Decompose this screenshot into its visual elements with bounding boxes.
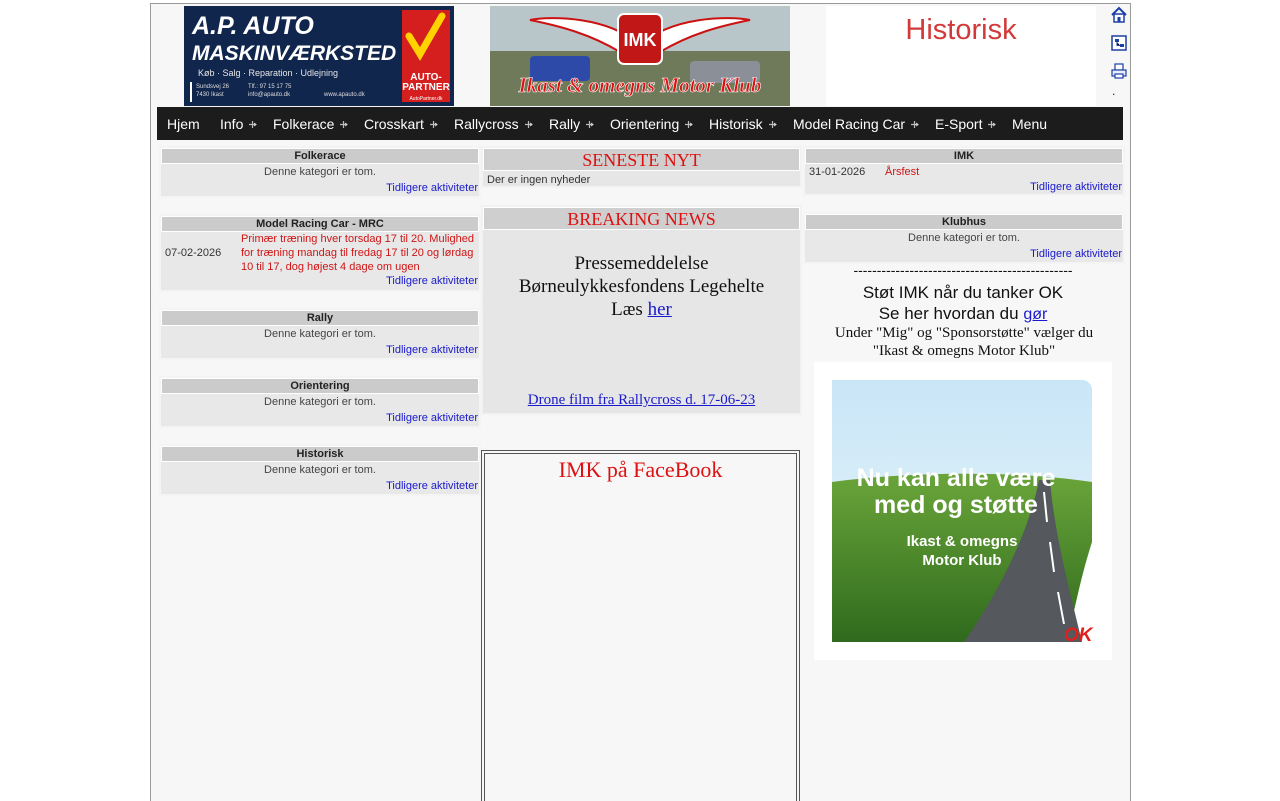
ok-line1: Støt IMK når du tanker OK: [862, 283, 1064, 302]
submenu-arrow-icon: [910, 120, 919, 129]
ad-ap-line1: A.P. AUTO: [192, 12, 314, 40]
rally-empty: Denne kategori er tom.: [264, 328, 376, 340]
klubhus-box: [803, 212, 1125, 264]
orientering-box: [159, 376, 481, 428]
facebook-box: [481, 450, 800, 801]
tool-icons: [1110, 6, 1128, 90]
menu-item-label: Menu: [1012, 116, 1048, 132]
breaking-news-title: BREAKING NEWS: [483, 207, 800, 230]
breaking-news-body: [483, 252, 800, 321]
menu-item-label: Hjem: [167, 116, 200, 132]
no-news-text: Der er ingen nyheder: [487, 174, 591, 186]
breaking-line2: Børneulykkesfondens Legehelte: [518, 276, 765, 297]
submenu-arrow-icon: [339, 120, 348, 129]
menu-item-label: Rally: [549, 116, 581, 132]
ap-auto-logo: [184, 6, 454, 106]
orientering-older-link[interactable]: Tidligere aktiviteter: [386, 412, 478, 424]
historisk-older-link[interactable]: Tidligere aktiviteter: [386, 480, 478, 492]
ok-ad-line4: Motor Klub: [922, 552, 1002, 569]
menu-item-label: E-Sport: [935, 116, 983, 132]
rally-older-link[interactable]: Tidligere aktiviteter: [386, 344, 478, 356]
historisk-banner-title: Historisk: [905, 14, 1017, 46]
ok-line3: Under "Mig" og "Sponsorstøtte" vælger du "Ikast & omegns Motor Klub": [834, 325, 1094, 359]
svg-text:AutoPartner.dk: AutoPartner.dk: [409, 96, 443, 102]
ap-auto-banner[interactable]: [184, 6, 454, 106]
menu-item-rallycross[interactable]: [454, 107, 533, 140]
folkerace-box: [159, 146, 481, 198]
drone-film-link[interactable]: Drone film fra Rallycross d. 17-06-23: [527, 392, 756, 408]
menu-item-folkerace[interactable]: [273, 107, 348, 140]
menu-item-menu[interactable]: [1012, 107, 1047, 140]
menu-item-model-racing-car[interactable]: [793, 107, 919, 140]
ok-ad-banner[interactable]: [814, 362, 1112, 660]
submenu-arrow-icon: [585, 120, 594, 129]
dot-link[interactable]: .: [1112, 84, 1116, 98]
submenu-arrow-icon: [987, 120, 996, 129]
menu-item-label: Crosskart: [364, 116, 424, 132]
svg-text:PARTNER: PARTNER: [402, 82, 450, 93]
svg-text:7430 Ikast: 7430 Ikast: [196, 92, 224, 98]
menu-item-historisk[interactable]: [709, 107, 777, 140]
historisk-empty: Denne kategori er tom.: [264, 464, 376, 476]
orientering-title: Orientering: [161, 378, 479, 394]
orientering-empty: Denne kategori er tom.: [264, 396, 376, 408]
breaking-link[interactable]: her: [647, 299, 672, 320]
seneste-nyt-box: [481, 146, 802, 188]
imk-club-logo: [490, 6, 790, 106]
seneste-nyt-title: SENESTE NYT: [483, 148, 800, 171]
svg-text:AUTO-: AUTO-: [410, 72, 442, 83]
ok-ad-line3: Ikast & omegns: [906, 533, 1018, 550]
historisk-title: Historisk: [161, 446, 479, 462]
breaking-line1: Pressemeddelelse: [574, 253, 709, 274]
imk-club-banner[interactable]: [490, 6, 790, 106]
drone-film-row: [483, 392, 800, 409]
klubhus-older-link[interactable]: Tidligere aktiviteter: [1030, 248, 1122, 260]
menu-item-label: Info: [220, 116, 244, 132]
main-menu: [157, 107, 1123, 140]
menu-item-rally[interactable]: [549, 107, 594, 140]
ok-line2-row: [803, 304, 1123, 324]
ok-link[interactable]: gør: [1023, 306, 1048, 323]
imk-title: IMK: [805, 148, 1123, 164]
imk-event-date: 31-01-2026: [809, 166, 866, 178]
mrc-event-text[interactable]: Primær træning hver torsdag 17 til 20. Mulighed for træning mandag til fredag 17 til 20 og lørdag 10 til 17, dog højest 4 dage om ugen: [241, 233, 474, 273]
ad-ap-line2: MASKINVÆRKSTED: [192, 42, 397, 65]
svg-text:www.apauto.dk: www.apauto.dk: [324, 92, 365, 98]
mrc-box: [159, 214, 481, 292]
facebook-title: IMK på FaceBook: [558, 457, 723, 482]
submenu-arrow-icon: [684, 120, 693, 129]
menu-item-hjem[interactable]: [167, 107, 200, 140]
imk-event-text[interactable]: Årsfest: [885, 166, 920, 178]
mrc-event-row[interactable]: [161, 232, 479, 274]
imk-event-row[interactable]: [805, 164, 1123, 180]
menu-item-label: Historisk: [709, 116, 763, 132]
submenu-arrow-icon: [524, 120, 533, 129]
separator-line: -----------------------------------------------: [853, 262, 1073, 278]
rally-title: Rally: [161, 310, 479, 326]
folkerace-empty: Denne kategori er tom.: [264, 166, 376, 178]
imk-box: [803, 146, 1125, 196]
folkerace-title: Folkerace: [161, 148, 479, 164]
historisk-banner[interactable]: [826, 6, 1096, 106]
rally-box: [159, 308, 481, 360]
menu-item-e-sport[interactable]: [935, 107, 996, 140]
klubhus-empty: Denne kategori er tom.: [908, 232, 1020, 244]
submenu-arrow-icon: [429, 120, 438, 129]
ok-ad-line2: med og støtte: [874, 491, 1038, 519]
ok-ad-line1: Nu kan alle være: [856, 464, 1056, 492]
mrc-older-link[interactable]: Tidligere aktiviteter: [386, 275, 478, 287]
svg-text:Sundsvej 26: Sundsvej 26: [196, 84, 230, 90]
breaking-read-line: [483, 298, 800, 321]
menu-item-label: Model Racing Car: [793, 116, 906, 132]
print-icon[interactable]: [1110, 62, 1128, 80]
menu-item-info[interactable]: [220, 107, 257, 140]
menu-item-label: Orientering: [610, 116, 680, 132]
imk-logo-text: IMK: [623, 30, 657, 50]
submenu-arrow-icon: [768, 120, 777, 129]
svg-text:Tlf.: 97 15 17 75: Tlf.: 97 15 17 75: [248, 84, 292, 90]
sitemap-icon[interactable]: [1110, 34, 1128, 52]
mrc-title: Model Racing Car - MRC: [161, 216, 479, 232]
ad-ap-line3: Køb · Salg · Reparation · Udlejning: [198, 68, 339, 78]
folkerace-older-link[interactable]: Tidligere aktiviteter: [386, 182, 478, 194]
svg-text:info@apauto.dk: info@apauto.dk: [248, 92, 291, 98]
submenu-arrow-icon: [248, 120, 257, 129]
imk-older-link[interactable]: Tidligere aktiviteter: [1030, 181, 1122, 193]
page: [150, 3, 1131, 801]
menu-item-crosskart[interactable]: [364, 107, 438, 140]
home-icon[interactable]: [1110, 6, 1128, 24]
menu-item-orientering[interactable]: [610, 107, 693, 140]
ok-line2: Se her hvordan du: [878, 304, 1019, 323]
ok-logo: OK: [1064, 625, 1093, 646]
menu-item-label: Rallycross: [454, 116, 519, 132]
facebook-frame[interactable]: [484, 453, 797, 801]
mrc-event-date: 07-02-2026: [165, 247, 222, 259]
breaking-read: Læs: [611, 299, 643, 320]
breaking-news-box: [481, 205, 802, 415]
historisk-box: [159, 444, 481, 496]
imk-logo-subtitle: Ikast & omegns Motor Klub: [518, 73, 762, 97]
menu-item-label: Folkerace: [273, 116, 335, 132]
ok-ad-image: [814, 362, 1112, 660]
klubhus-title: Klubhus: [805, 214, 1123, 230]
